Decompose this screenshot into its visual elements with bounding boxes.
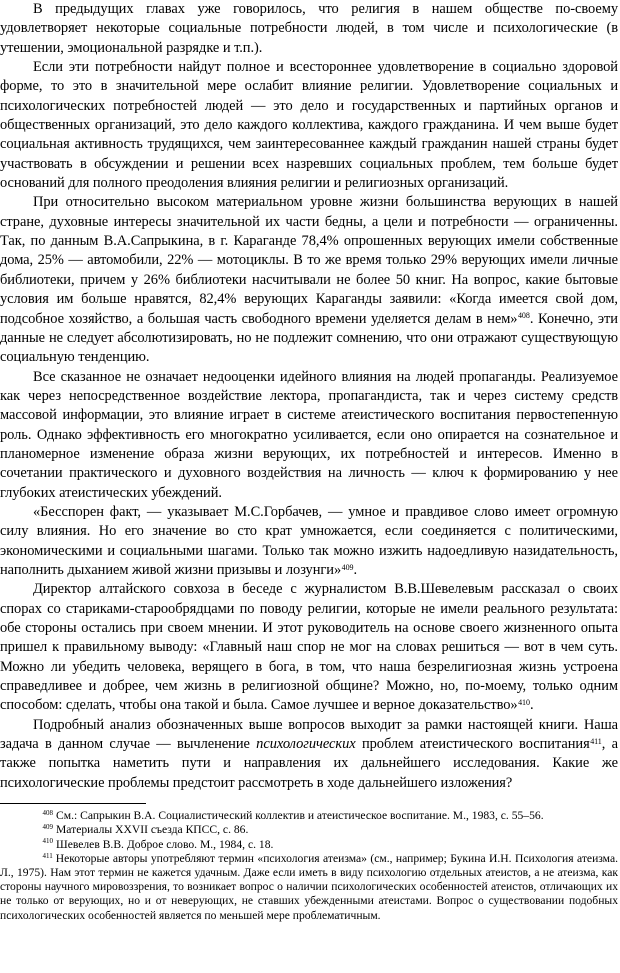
footnote-divider [0, 803, 146, 804]
footnote-text: См.: Сапрыкин В.А. Социалистический коллектив и атеистическое воспитание. М., 1983, с. 55–56. [56, 809, 544, 823]
paragraph-text: . Конечно, эти данные не следует абсолютизировать, но не подлежит сомнению, что они отражают существующую социальную тенденцию. [0, 310, 618, 366]
paragraph-text: «Бесспорен факт, — указывает М.С.Горбачев, — умное и правдивое слово имеет огромную силу влияния. Но его значение во сто крат умножается, если соединяется с политическими, экономическими и социальными шагами. Только так можно изжить надоедливую назидательность, наполнить дыханием живой жизни призывы и лозунги» [0, 503, 618, 578]
paragraph-text: . [353, 561, 358, 578]
footnote-number: 409 [42, 823, 53, 832]
footnote-ref-411[interactable]: 411 [590, 736, 602, 746]
paragraph-text: Все сказанное не означает недооценки идейного влияния на людей пропаганды. Реализуемое как через непосредственное воздействие лектора, пропагандиста, так и через систему средств массовой информации, это влияние играет в системе атеистического воспитания первостепенную роль. Однако эффективность его многократно усиливается, если оно опирается на сознательное и планомерное изменение образа жизни верующих, их потребностей и интересов. Именно в сочетании практического и духовного воздействия на личность — ключ к формированию у нее глубоких атеистических убеждений. [0, 368, 618, 501]
paragraph-text: . [529, 697, 534, 714]
footnote-409 [0, 823, 618, 837]
paragraph-text: , а также попытка наметить пути и направления их дальнейшего исследования. Какие же психологические проблемы предстоит рассмотреть в ходе дальнейшего изложения? [0, 736, 618, 791]
footnote-text: Шевелев В.В. Доброе слово. М., 1984, с. 18. [56, 837, 274, 851]
footnotes [0, 809, 618, 923]
footnote-number: 408 [42, 808, 53, 817]
paragraph-3 [0, 193, 618, 367]
footnote-number: 410 [42, 837, 53, 846]
paragraph-2 [0, 58, 618, 193]
paragraph-6 [0, 580, 618, 715]
paragraph-text: В предыдущих главах уже говорилось, что религия в нашем обществе по-своему удовлетворяет некоторые социальные потребности людей, в том числе и психологические (в утешении, эмоциональной разрядке и т.п.). [0, 1, 618, 56]
paragraph-text: Директор алтайского совхоза в беседе с журналистом В.В.Шевелевым рассказал о своих спорах со стариками-старообрядцами по поводу религии, которые не имели реального результата: обе стороны остались при своем мнении. И этот руководитель на основе своего жизненного опыта пришел к правильному выводу: «Главный наш спор не мог на словах решиться — вот в чем суть. Можно ли убедить человека, верящего в бога, в том, что наша безрелигиозная жизнь устроена справедливее и добрее, чем жизнь в религиозной общине? Можно, но, по-моему, только одним способом: сделать, чтобы она такой и была. Самое лучшее и верное доказательство» [0, 581, 618, 714]
paragraph-7 [0, 716, 618, 793]
footnote-411 [0, 852, 618, 923]
footnote-ref-408[interactable]: 408 [517, 311, 530, 321]
italic-term: психологических [256, 736, 356, 753]
paragraph-text: Если эти потребности найдут полное и всестороннее удовлетворение в социально здоровой форме, то это в значительной мере ослабит влияние религии. Удовлетворение социальных и психологических потребностей людей — это дело и государственных и партийных органов и общественных организаций, это дело каждого коллектива, каждого гражданина. И чем выше будет социальная активность трудящихся, чем заинтересованнее каждый гражданин нашей страны будет участвовать в обсуждении и решении всех назревших социальных проблем, тем больше будет оснований для полного преодоления влияния религии и религиозных организаций. [0, 59, 618, 192]
footnote-text: Некоторые авторы употребляют термин «психология атеизма» (см., например; Букина И.Н. Психология атеизма. Л., 1975). Нам этот термин не кажется удачным. Даже если иметь в виду психологию отдельных атеистов, а не атеизма, как стороны научного мировоззрения, то возникает вопрос о наличии психологических особенностей атеистов, отличающих их не только от верующих, но и от неверующих, не ставших убежденными атеистами. Вопрос о существовании подобных психологических особенностей является по меньшей мере проблематичным. [0, 851, 618, 922]
paragraph-text: Подробный анализ обозначенных выше вопросов выходит за рамки настоящей книги. Наша задача в данном случае — вычленение [0, 716, 618, 753]
footnote-text: Материалы XXVII съезда КПСС, с. 86. [56, 823, 249, 837]
paragraph-text: При относительно высоком материальном уровне жизни большинства верующих в нашей стране, духовные интересы значительной их части бедны, а цели и потребности — ограниченны. Так, по данным В.А.Сапрыкина, в г. Караганде 78,4% опрошенных верующих имели собственные дома, 25% — автомобили, 22% — мотоциклы. В то же время только 29% верующих имели личные библиотеки, причем у 26% библиотеки насчитывали не более 50 книг. На вопрос, какие бытовые условия им больше нравятся, 82,4% верующих Караганды заявили: «Когда имеется свой дом, подсобное хозяйство, а большая часть свободного времени уделяется делам в нем» [0, 194, 618, 327]
footnote-number: 411 [42, 851, 53, 860]
footnote-ref-409[interactable]: 409 [341, 562, 354, 572]
paragraph-4 [0, 368, 618, 503]
footnote-408 [0, 809, 618, 823]
footnote-ref-410[interactable]: 410 [518, 697, 530, 707]
paragraph-1 [0, 0, 618, 58]
paragraph-5 [0, 503, 618, 580]
paragraph-text: проблем атеистического воспитания [355, 736, 590, 753]
footnote-410 [0, 838, 618, 852]
